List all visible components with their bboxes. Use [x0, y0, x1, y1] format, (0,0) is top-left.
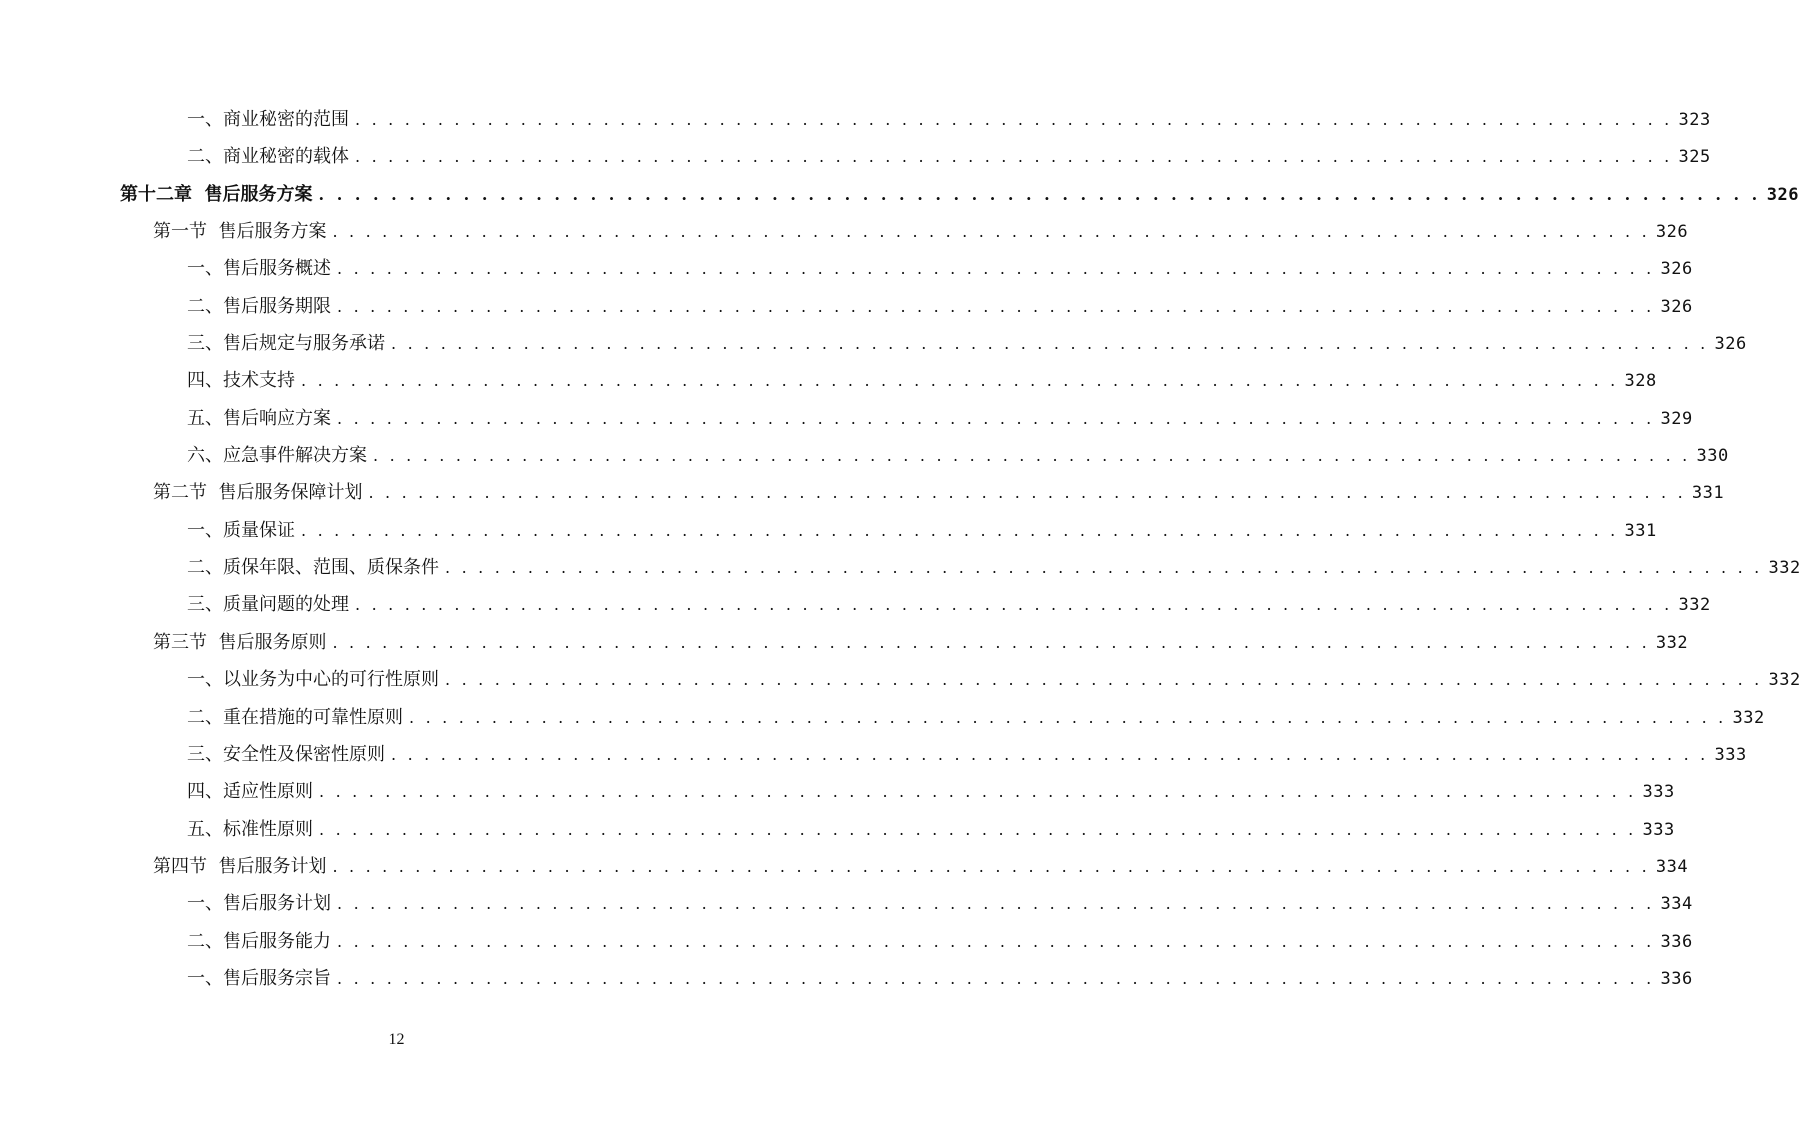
toc-section-entry[interactable] — [0, 848, 1689, 885]
toc-entry-title: 第三节 售后服务原则 — [153, 631, 327, 653]
toc-entry-page: 331 — [1624, 520, 1657, 541]
toc-dot-leader: . . . . . . . . . . . . . . . . . . . . . . . . . . . . . . . . . . . . . . . . . . . . . . . . . . . . . . . . . . . . . . . . . . . . . . . . . . . . . . . . — [301, 371, 1619, 391]
toc-entry-title: 五、售后响应方案 — [187, 407, 331, 429]
toc-entry-page: 333 — [1642, 819, 1675, 840]
toc-dot-leader: . . . . . . . . . . . . . . . . . . . . . . . . . . . . . . . . . . . . . . . . . . . . . . . . . . . . . . . . . . . . . . . . . . . . . . . . . . . . . . . . — [332, 856, 1650, 876]
toc-dot-leader: . . . . . . . . . . . . . . . . . . . . . . . . . . . . . . . . . . . . . . . . . . . . . . . . . . . . . . . . . . . . . . . . . . . . . . . . . . . . . . . . — [355, 595, 1673, 615]
page-number: 12 — [388, 1031, 405, 1048]
toc-entry-page: 326 — [1766, 184, 1799, 205]
toc-entry-page: 334 — [1655, 856, 1689, 877]
toc-dot-leader: . . . . . . . . . . . . . . . . . . . . . . . . . . . . . . . . . . . . . . . . . . . . . . . . . . . . . . . . . . . . . . . . . . . . . . . . . . . . . . . . — [391, 334, 1709, 354]
toc-entry-title: 二、质保年限、范围、质保条件 — [187, 557, 439, 579]
toc-entry-page: 332 — [1732, 707, 1765, 728]
toc-dot-leader: . . . . . . . . . . . . . . . . . . . . . . . . . . . . . . . . . . . . . . . . . . . . . . . . . . . . . . . . . . . . . . . . . . . . . . . . . . . . . . . . — [337, 259, 1655, 279]
toc-entry-page: 330 — [1696, 446, 1729, 467]
toc-entry-page: 326 — [1660, 296, 1693, 317]
toc-entry-title: 二、商业秘密的载体 — [187, 146, 349, 168]
toc-dot-leader: . . . . . . . . . . . . . . . . . . . . . . . . . . . . . . . . . . . . . . . . . . . . . . . . . . . . . . . . . . . . . . . . . . . . . . . . . . . . . . . . — [332, 222, 1650, 242]
toc-entry-title: 一、售后服务计划 — [187, 893, 331, 915]
toc-entry-page: 326 — [1655, 222, 1689, 243]
toc-entry-page: 333 — [1642, 782, 1675, 803]
toc-subsection-entry[interactable] — [0, 101, 1711, 138]
toc-dot-leader: . . . . . . . . . . . . . . . . . . . . . . . . . . . . . . . . . . . . . . . . . . . . . . . . . . . . . . . . . . . . . . . . . . . . . . . . . . . . . . . . — [368, 483, 1686, 503]
toc-dot-leader: . . . . . . . . . . . . . . . . . . . . . . . . . . . . . . . . . . . . . . . . . . . . . . . . . . . . . . . . . . . . . . . . . . . . . . . . . . . . . . . . — [318, 184, 1761, 204]
toc-subsection-entry[interactable] — [0, 960, 1693, 997]
toc-entry-title: 一、以业务为中心的可行性原则 — [187, 669, 439, 691]
toc-entry-title: 三、售后规定与服务承诺 — [187, 333, 385, 355]
toc-dot-leader: . . . . . . . . . . . . . . . . . . . . . . . . . . . . . . . . . . . . . . . . . . . . . . . . . . . . . . . . . . . . . . . . . . . . . . . . . . . . . . . . — [337, 296, 1655, 316]
toc-subsection-entry[interactable] — [0, 773, 1675, 810]
toc-subsection-entry[interactable] — [0, 549, 1801, 586]
toc-entry-title: 二、重在措施的可靠性原则 — [187, 706, 403, 728]
toc-section-entry[interactable] — [0, 624, 1689, 661]
toc-entry-title: 一、商业秘密的范围 — [187, 109, 349, 130]
toc-subsection-entry[interactable] — [0, 250, 1693, 287]
toc-subsection-entry[interactable] — [0, 325, 1747, 362]
toc-subsection-entry[interactable] — [0, 885, 1693, 922]
toc-dot-leader: . . . . . . . . . . . . . . . . . . . . . . . . . . . . . . . . . . . . . . . . . . . . . . . . . . . . . . . . . . . . . . . . . . . . . . . . . . . . . . . . — [337, 931, 1655, 951]
toc-entry-page: 328 — [1624, 371, 1657, 392]
toc-section-entry[interactable] — [0, 474, 1725, 511]
toc-entry-page: 331 — [1691, 483, 1725, 504]
toc-subsection-entry[interactable] — [0, 923, 1693, 960]
toc-subsection-entry[interactable] — [0, 699, 1765, 736]
toc-entry-title: 第十二章 售后服务方案 — [120, 183, 313, 205]
toc-dot-leader: . . . . . . . . . . . . . . . . . . . . . . . . . . . . . . . . . . . . . . . . . . . . . . . . . . . . . . . . . . . . . . . . . . . . . . . . . . . . . . . . — [409, 707, 1727, 727]
toc-entry-page: 332 — [1678, 595, 1711, 616]
toc-dot-leader: . . . . . . . . . . . . . . . . . . . . . . . . . . . . . . . . . . . . . . . . . . . . . . . . . . . . . . . . . . . . . . . . . . . . . . . . . . . . . . . . — [355, 110, 1673, 129]
toc-section-entry[interactable] — [0, 213, 1689, 250]
toc-entry-title: 五、标准性原则 — [187, 818, 313, 840]
toc-entry-title: 三、安全性及保密性原则 — [187, 743, 385, 765]
toc-subsection-entry[interactable] — [0, 736, 1747, 773]
toc-entry-page: 334 — [1660, 894, 1693, 915]
toc-entry-title: 一、售后服务宗旨 — [187, 967, 331, 989]
toc-dot-leader: . . . . . . . . . . . . . . . . . . . . . . . . . . . . . . . . . . . . . . . . . . . . . . . . . . . . . . . . . . . . . . . . . . . . . . . . . . . . . . . . — [337, 968, 1655, 988]
toc-subsection-entry[interactable] — [0, 586, 1711, 623]
toc-entry-page: 332 — [1655, 632, 1689, 653]
toc-entry-title: 六、应急事件解决方案 — [187, 445, 367, 467]
toc-entry-title: 第二节 售后服务保障计划 — [153, 482, 363, 504]
toc-chapter-entry[interactable] — [0, 176, 1799, 213]
toc-dot-leader: . . . . . . . . . . . . . . . . . . . . . . . . . . . . . . . . . . . . . . . . . . . . . . . . . . . . . . . . . . . . . . . . . . . . . . . . . . . . . . . . — [337, 894, 1655, 914]
toc-entry-page: 332 — [1768, 558, 1801, 579]
toc-entry-title: 第一节 售后服务方案 — [153, 221, 327, 243]
toc-subsection-entry[interactable] — [0, 400, 1693, 437]
toc-entry-page: 326 — [1714, 334, 1747, 355]
toc-entry-title: 二、售后服务能力 — [187, 930, 331, 952]
toc-subsection-entry[interactable] — [0, 661, 1801, 698]
toc-entry-title: 四、适应性原则 — [187, 781, 313, 803]
toc-subsection-entry[interactable] — [0, 811, 1675, 848]
toc-entry-page: 329 — [1660, 408, 1693, 429]
toc-dot-leader: . . . . . . . . . . . . . . . . . . . . . . . . . . . . . . . . . . . . . . . . . . . . . . . . . . . . . . . . . . . . . . . . . . . . . . . . . . . . . . . . — [337, 408, 1655, 428]
toc-dot-leader: . . . . . . . . . . . . . . . . . . . . . . . . . . . . . . . . . . . . . . . . . . . . . . . . . . . . . . . . . . . . . . . . . . . . . . . . . . . . . . . . — [301, 520, 1619, 540]
toc-dot-leader: . . . . . . . . . . . . . . . . . . . . . . . . . . . . . . . . . . . . . . . . . . . . . . . . . . . . . . . . . . . . . . . . . . . . . . . . . . . . . . . . — [355, 147, 1673, 167]
toc-dot-leader: . . . . . . . . . . . . . . . . . . . . . . . . . . . . . . . . . . . . . . . . . . . . . . . . . . . . . . . . . . . . . . . . . . . . . . . . . . . . . . . . — [391, 744, 1709, 764]
toc-subsection-entry[interactable] — [0, 138, 1711, 175]
toc-entry-page: 332 — [1768, 670, 1801, 691]
toc-entry-title: 一、质量保证 — [187, 519, 295, 541]
toc-entry-title: 一、售后服务概述 — [187, 258, 331, 280]
table-of-contents — [0, 101, 1801, 997]
toc-dot-leader: . . . . . . . . . . . . . . . . . . . . . . . . . . . . . . . . . . . . . . . . . . . . . . . . . . . . . . . . . . . . . . . . . . . . . . . . . . . . . . . . — [445, 670, 1763, 690]
toc-entry-page: 333 — [1714, 744, 1747, 765]
toc-entry-page: 326 — [1660, 259, 1693, 280]
toc-subsection-entry[interactable] — [0, 437, 1729, 474]
toc-subsection-entry[interactable] — [0, 288, 1693, 325]
toc-entry-title: 二、售后服务期限 — [187, 295, 331, 317]
toc-dot-leader: . . . . . . . . . . . . . . . . . . . . . . . . . . . . . . . . . . . . . . . . . . . . . . . . . . . . . . . . . . . . . . . . . . . . . . . . . . . . . . . . — [332, 632, 1650, 652]
toc-entry-page: 336 — [1660, 931, 1693, 952]
toc-entry-title: 第四节 售后服务计划 — [153, 855, 327, 877]
toc-entry-page: 325 — [1678, 147, 1711, 168]
toc-dot-leader: . . . . . . . . . . . . . . . . . . . . . . . . . . . . . . . . . . . . . . . . . . . . . . . . . . . . . . . . . . . . . . . . . . . . . . . . . . . . . . . . — [319, 819, 1637, 839]
toc-entry-page: 336 — [1660, 968, 1693, 989]
toc-entry-title: 三、质量问题的处理 — [187, 594, 349, 616]
toc-entry-page: 323 — [1678, 110, 1711, 130]
toc-dot-leader: . . . . . . . . . . . . . . . . . . . . . . . . . . . . . . . . . . . . . . . . . . . . . . . . . . . . . . . . . . . . . . . . . . . . . . . . . . . . . . . . — [445, 558, 1763, 578]
toc-dot-leader: . . . . . . . . . . . . . . . . . . . . . . . . . . . . . . . . . . . . . . . . . . . . . . . . . . . . . . . . . . . . . . . . . . . . . . . . . . . . . . . . — [319, 782, 1637, 802]
toc-subsection-entry[interactable] — [0, 512, 1657, 549]
toc-subsection-entry[interactable] — [0, 362, 1657, 399]
toc-dot-leader: . . . . . . . . . . . . . . . . . . . . . . . . . . . . . . . . . . . . . . . . . . . . . . . . . . . . . . . . . . . . . . . . . . . . . . . . . . . . . . . . — [373, 446, 1691, 466]
toc-entry-title: 四、技术支持 — [187, 370, 295, 392]
